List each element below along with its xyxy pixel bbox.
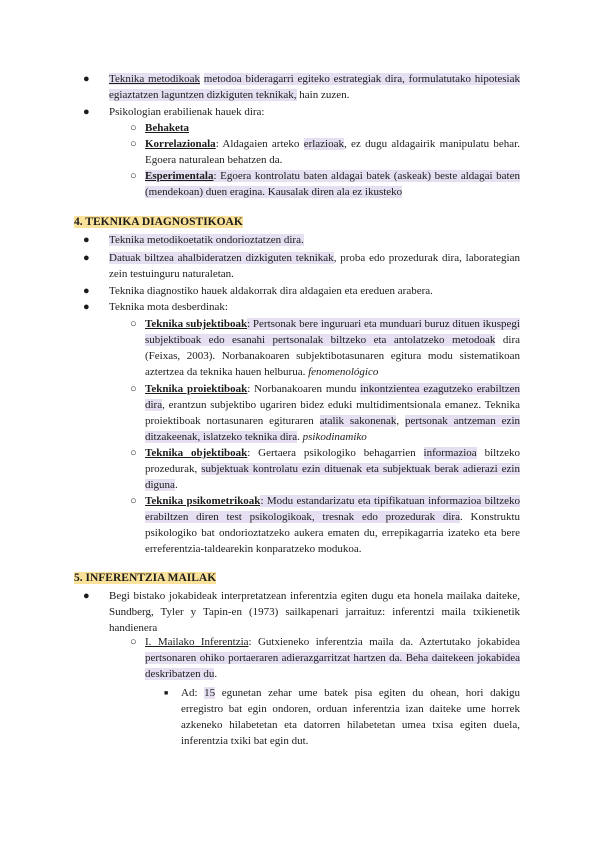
paragraph-s4-4: Teknika mota desberdinak:	[109, 301, 228, 313]
item-teknika-objektiboak: Teknika objektiboak: Gertaera psikologiko behagarrien informazioa biltzeko prozedurak, subjektuak kontrolatu ezin dituenak eta subjektuak berak adierazi ezin diguna.	[145, 447, 520, 491]
paragraph-psikologian: Psikologian erabilienak hauek dira:	[109, 106, 265, 118]
bullet-dot: ●	[83, 234, 90, 246]
item-inferentzia-1: I. Mailako Inferentzia: Gutxieneko inferentzia maila da. Aztertutako jokabidea pertsonaren ohiko portaeraren adierazgarritzat hartzen da. Beha daitekeen jokabidea deskribatzen du.	[145, 636, 520, 680]
bullet-dot: ●	[83, 252, 90, 264]
section-title-5: 5. INFERENTZIA MAILAK	[74, 572, 217, 584]
bullet-dot: ●	[83, 106, 90, 118]
bullet-circle: ○	[130, 447, 137, 459]
paragraph-s4-2: Datuak biltzea ahalbideratzen dizkiguten teknikak, proba edo prozedurak dira, laborategian zein testuinguru naturaletan.	[109, 252, 521, 280]
paragraph-teknika-metodikoak: Teknika metodikoak metodoa bideragarri egiteko estrategiak dira, formulatutako hipotesiak egiaztatzen laguntzen dizkiguten teknikak, hain zuzen.	[109, 73, 520, 101]
bullet-circle: ○	[130, 383, 137, 395]
section-title-4: 4. TEKNIKA DIAGNOSTIKOAK	[74, 216, 243, 228]
item-teknika-psikometrikoak: Teknika psikometrikoak: Modu estandarizatu eta tipifikatuan informazioa biltzeko erabiltzen diren test psikologikoak, tresnak edo prozedurak dira. Konstruktu psikologiko bat ondorioztatzeko aukera ematen du, errepikagarria izateko eta bere erreferentzia-taldearekin konparatzeko modukoa.	[145, 495, 521, 555]
bullet-circle: ○	[130, 318, 137, 330]
paragraph-s4-1: Teknika metodikoetatik ondorioztatzen dira.	[109, 234, 304, 246]
bullet-dot: ●	[83, 590, 90, 602]
item-teknika-proiektiboak: Teknika proiektiboak: Norbanakoaren mundu inkontzientea ezagutzeko erabiltzen dira, erantzun subjektibo ugariren bidez eduki multidimentsionala emanez. Teknika proiektiboak nortasunaren egituraren atalik sakonenak, pertsonak antzeman ezin ditzakeenak, islatzeko teknika dira. psikodinamiko	[145, 383, 520, 443]
bullet-circle: ○	[130, 495, 137, 507]
paragraph-s5-1: Begi bistako jokabideak interpretatzean inferentzia egiten dugu eta honela mailaka daiteke, Sundberg, Tyler y Tapin-en (1973) sailkapenari jarraituz: inferentzi maila txikienetik handienera	[109, 590, 520, 634]
bullet-dot: ●	[83, 285, 90, 297]
item-teknika-subjektiboak: Teknika subjektiboak: Pertsonak bere inguruari eta munduari buruz dituen ikuspegi subjektiboak edo esanahi pertsonalak biltzeko eta antolatzeko metodoak dira (Feixas, 2003). Norbanakoaren subjektibotasunaren egitura modu sistematikoan aztertzea da teknika hauen helburua. fenomenológico	[145, 318, 520, 378]
bullet-circle: ○	[130, 138, 137, 150]
bullet-dot: ●	[83, 301, 90, 313]
bullet-square: ■	[164, 689, 169, 697]
item-example: Ad: 15 egunetan zehar ume batek pisa egiten du ohean, hori dakigu erregistro bat egin ondoren, orduan inferentzia izan daiteke ume horrek azkeneko hilabetetan eta datorren hilabetetan umea txisa egiten duela, inferentzia txiki bat egin dut.	[181, 687, 521, 747]
term-teknika-metodikoak: Teknika metodikoak	[109, 73, 200, 85]
item-esperimentala: Esperimentala: Egoera kontrolatu baten aldagai batek (askeak) beste aldagai baten (mendekoan) duen eragina. Kausalak diren ala ez ikusteko	[145, 170, 520, 198]
paragraph-s4-3: Teknika diagnostiko hauek aldakorrak dira aldagaien eta ereduen arabera.	[109, 285, 433, 297]
bullet-circle: ○	[130, 122, 137, 134]
item-korrelazionala: Korrelazionala: Aldagaien arteko erlazioak, ez dugu aldagairik manipulatu behar. Egoera naturalean behatzen da.	[145, 138, 520, 166]
bullet-dot: ●	[83, 73, 90, 85]
item-behaketa: Behaketa	[145, 122, 189, 134]
bullet-circle: ○	[130, 170, 137, 182]
bullet-circle: ○	[130, 636, 137, 648]
